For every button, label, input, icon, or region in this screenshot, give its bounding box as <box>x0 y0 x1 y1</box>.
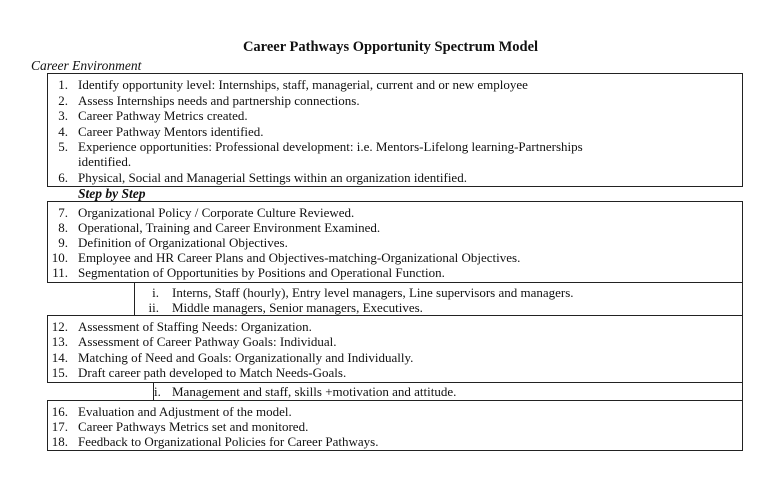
assessment-box: 12. Assessment of Staffing Needs: Organization. 13. Assessment of Career Pathway Goals: Individual. 14. Matching of Need and Goals: Organizationally and Individually. 15. Draft career path developed to Match Needs-Goals. <box>47 315 743 383</box>
career-environment-box: 1. Identify opportunity level: Internships, staff, managerial, current and or new employee 2. Assess Internships needs and partnership connections. 3. Career Pathway Metrics created. 4. Career Pathway Mentors identified. 5. Experience opportunities: Professional development: i.e. Mentors-Lifelong learning-Partnerships identified. 6. Physical, Social and Managerial Settings within an organization identified. <box>47 73 743 187</box>
segmentation-sub-box: i. Interns, Staff (hourly), Entry level managers, Line supervisors and managers. ii. Middle managers, Senior managers, Executives. <box>134 282 743 316</box>
evaluation-box: 16. Evaluation and Adjustment of the model. 17. Career Pathways Metrics set and monitored. 18. Feedback to Organizational Policies for Career Pathways. <box>47 400 743 451</box>
draft-sub-box: i. Management and staff, skills +motivation and attitude. <box>153 382 743 401</box>
section-label-step-by-step: Step by Step <box>78 186 146 201</box>
step-by-step-box: 7. Organizational Policy / Corporate Culture Reviewed. 8. Operational, Training and Career Environment Examined. 9. Definition of Organizational Objectives. 10. Employee and HR Career Plans and Objectives-matching-Organizational Objectives. 11. Segmentation of Opportunities by Positions and Operational Function. <box>47 201 743 283</box>
page-title: Career Pathways Opportunity Spectrum Model <box>242 39 539 55</box>
section-label-career-environment: Career Environment <box>31 58 142 73</box>
